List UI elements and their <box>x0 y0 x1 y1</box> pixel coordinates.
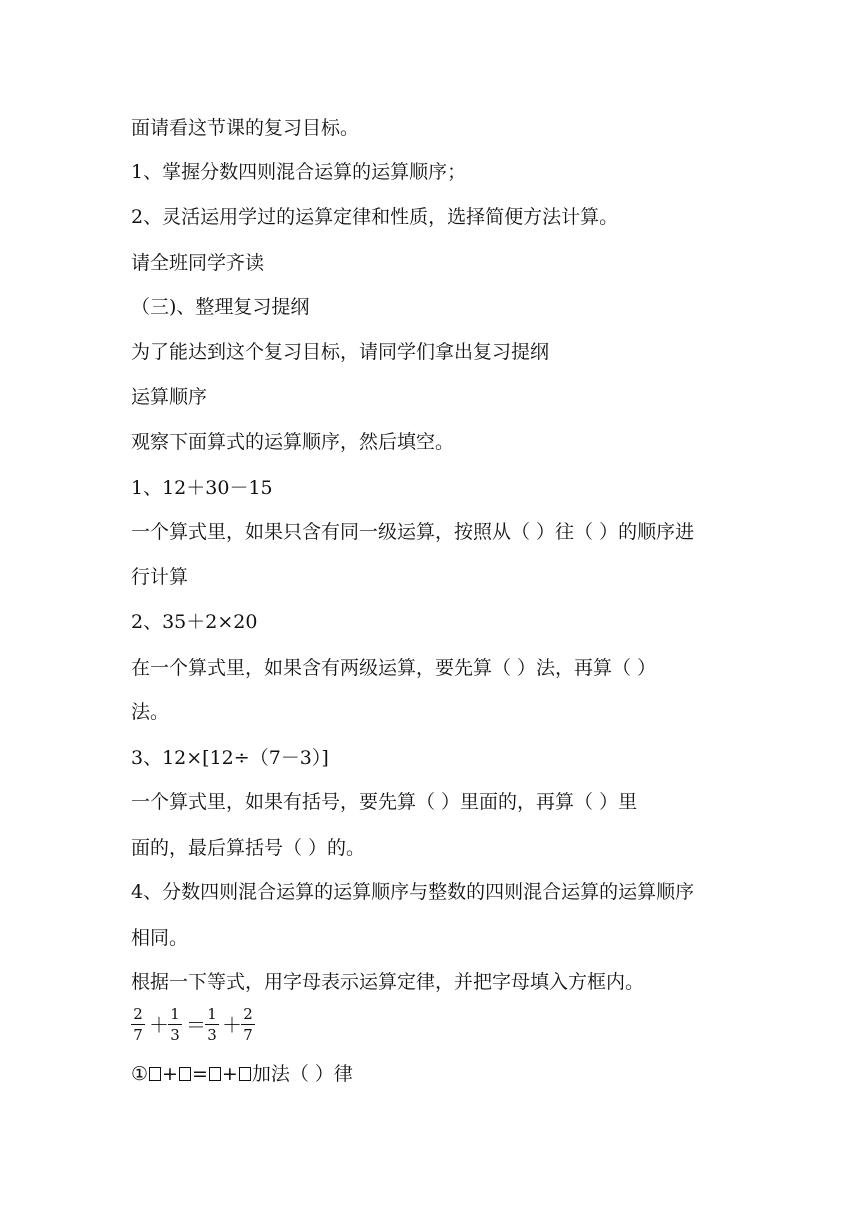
text-line-3: 2、灵活运用学过的运算定律和性质，选择简便方法计算。 <box>131 206 619 228</box>
denominator: 7 <box>243 1026 253 1044</box>
denominator: 7 <box>133 1026 143 1044</box>
equals-sign: = <box>191 1063 208 1085</box>
numerator: 1 <box>207 1005 217 1023</box>
fill-box-c[interactable] <box>209 1067 221 1081</box>
numerator: 1 <box>170 1005 180 1023</box>
fraction-1-3-b <box>205 1006 219 1044</box>
equals-sign: ＝ <box>186 1013 206 1037</box>
item-1-text-a: 一个算式里，如果只含有同一级运算，按照从（ ）往（ ）的顺序进 <box>131 521 695 543</box>
rule-label: 加法（ ）律 <box>251 1063 353 1085</box>
fraction-bar <box>168 1024 182 1025</box>
numerator: 2 <box>243 1005 253 1023</box>
numerator: 2 <box>133 1005 143 1023</box>
fraction-bar <box>241 1024 255 1025</box>
text-line-8: 观察下面算式的运算顺序，然后填空。 <box>131 431 455 453</box>
instruction-line: 根据一下等式，用字母表示运算定律，并把字母填入方框内。 <box>131 971 645 993</box>
fraction-1-3-a <box>168 1006 182 1044</box>
denominator: 3 <box>207 1026 217 1044</box>
item-1-text-b: 行计算 <box>131 566 189 588</box>
plus-sign: + <box>162 1063 178 1085</box>
text-line-6: 为了能达到这个复习目标，请同学们拿出复习提纲 <box>131 341 550 363</box>
plus-sign: ＋ <box>149 1013 169 1037</box>
fraction-bar <box>205 1024 219 1025</box>
item-4-text-b: 相同。 <box>131 927 189 949</box>
fill-box-d[interactable] <box>239 1067 251 1081</box>
text-line-4: 请全班同学齐读 <box>131 252 265 274</box>
item-3-text-b: 面的，最后算括号（ ）的。 <box>131 837 366 859</box>
fill-box-a[interactable] <box>149 1067 161 1081</box>
rule-line <box>131 1062 353 1086</box>
item-3-expression: 3、12×[12÷（7－3）] <box>131 747 329 769</box>
item-3-text-a: 一个算式里，如果有括号，要先算（ ）里面的，再算（ ）里 <box>131 791 638 813</box>
denominator: 3 <box>170 1026 180 1044</box>
plus-sign: + <box>221 1063 238 1085</box>
plus-sign: ＋ <box>222 1013 242 1037</box>
item-2-text-b: 法。 <box>131 701 170 723</box>
subheading-order: 运算顺序 <box>131 386 208 408</box>
item-2-text-a: 在一个算式里，如果含有两级运算，要先算（ ）法，再算（ ） <box>131 657 657 679</box>
section-heading: （三)、整理复习提纲 <box>131 296 310 318</box>
text-line-1: 面请看这节课的复习目标。 <box>131 117 360 139</box>
item-1-expression: 1、12＋30－15 <box>131 477 273 499</box>
item-4-text-a: 4、分数四则混合运算的运算顺序与整数的四则混合运算的运算顺序 <box>131 881 695 903</box>
text-line-2: 1、掌握分数四则混合运算的运算顺序； <box>131 161 467 183</box>
fraction-2-7-b <box>241 1006 255 1044</box>
fill-box-b[interactable] <box>179 1067 191 1081</box>
fraction-bar <box>131 1024 145 1025</box>
item-2-expression: 2、35＋2×20 <box>131 611 258 633</box>
fraction-2-7-a <box>131 1006 145 1044</box>
circled-one-marker: ① <box>131 1063 149 1085</box>
